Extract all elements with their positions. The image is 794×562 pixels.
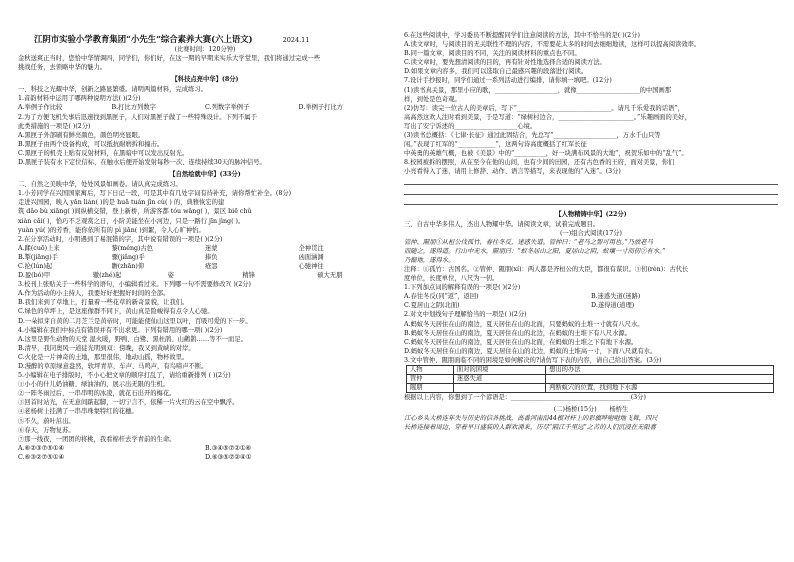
option-line[interactable]: D.蚂蚁冬天居住在山的南边，夏天居住在山的北边，蚂蚁的土堆高一寸，下面八尺就有水。 <box>404 347 657 355</box>
section-title-tech: 【科技点亮中华】(8分) <box>171 76 239 84</box>
table-header: 想出的办法 <box>546 366 774 375</box>
option-line[interactable]: A.作为活动的小主持人，我要好好把握好时间的全部。 <box>18 290 170 298</box>
option-line[interactable]: B.黑匣子由两个设备构成，可以抵抗耐磨拆和撞击。 <box>18 140 164 148</box>
exam-title-text: 江阴市实验小学教育集团“小先生”综合素养大赛(六上语文) <box>34 34 253 44</box>
question-line: 1.音韵材料中运用了哪两种说明方法( )(2分) <box>18 95 141 103</box>
table-row <box>407 384 774 393</box>
sentence-line: ②一阵冬雨过后，一串串明的冰凌，就花石出开的梅花。 <box>18 390 176 398</box>
question-line: 3.校刊上张贴关于一些科学的语句，小编辑看过来。下列哪一句不需要修改?( )(2分) <box>18 281 252 289</box>
option-line[interactable]: B.我们来到了草地上，打量着一些花草的新奇景貌，让我们。 <box>18 299 189 307</box>
fill-line[interactable]: 闲。”表现了红军的“____________”，这两句诗高度概括了红军长征 <box>404 141 587 149</box>
option-b[interactable]: B.迷惑失道(迷路) <box>591 293 641 301</box>
options-row <box>404 292 778 301</box>
option-b[interactable]: B.③④⑤⑦②①⑥ <box>205 444 252 452</box>
option-a[interactable]: A.举例子作比较 <box>18 104 63 112</box>
options-row <box>18 453 392 462</box>
cell: D.盈(bó)甲 <box>18 272 51 280</box>
table-cell: 隰朋 <box>407 384 454 393</box>
option-c[interactable]: C.⑥③②⑦⑤①④ <box>18 453 65 461</box>
cell: 凶面涵渊 <box>298 253 324 261</box>
cell: A.蹂(cuō)上来 <box>18 244 60 252</box>
option-d[interactable]: D.遂得道(道理) <box>591 302 635 310</box>
question-line: 8.校园被拆的摆照，从在至今在他的山间，也有少间的田园，还有古色香的王府，面对美景，你们 <box>404 159 675 167</box>
question-line: 1.下列加点词的解释有误的一项是( )(2分) <box>404 284 521 292</box>
question-line: 二、自然之美映中华，处处风景如画卷。请认真完成练习。 <box>18 181 182 189</box>
options-row <box>18 103 392 112</box>
fill-line[interactable]: (3)读书总概括：《七律·长征》通过此固结合，先总写“____________________，万水千山只等 <box>404 132 661 140</box>
subsection-title: (二)杨桥(15分) 杨桥生 <box>553 406 629 414</box>
option-line[interactable]: B.蚂蚁冬天居住在山的南边，夏天居住在山的北边，在蚂蚁的土堆下有八尺水源。 <box>404 329 632 337</box>
fill-line[interactable]: 样，到处是色奇观。 <box>404 95 461 103</box>
option-line[interactable]: D.黑匣子装有水下定位信标，在触水后便开始发射每秒一次、连续持续30天的脉冲信号。 <box>18 159 266 167</box>
option-line[interactable]: B.清早，我同奥风一道徒光明到双：傍晚，我又到黄峡的对岸。 <box>18 344 195 352</box>
intro-line: 挑战任务，去领略中华的魅力。 <box>18 64 107 72</box>
option-line[interactable]: C.绿色的草坪上，是这座像群不同下，黄山真是险峻得有点令人心驰。 <box>18 308 214 316</box>
table-row <box>407 375 774 384</box>
pinyin-line[interactable]: xiàn cǎi( )，恰巧不乏观赏之日，小阶美能坐在小河边，只是一路行 jīn jìng( )。 <box>18 217 245 225</box>
cell: 瞻(zhān)仰 <box>111 262 145 270</box>
note-line: 注释：①孤竹：古国名。②管仲、隰朋(xí)：两人都是齐桓公的大臣，都很有谋识。③仞(rèn)：古代长 <box>404 265 689 273</box>
fill-line[interactable]: (2)仿写：读完一位古人的美章后，写下“______________________________。请凡千乐爱我的话语”， <box>404 104 684 112</box>
question-line: 3.文中管仲、隰朋面临不同的困境是如何解决的?请仿写下表的内容，请自己给出答案。(3分) <box>404 356 662 364</box>
question-line: 三、自古中华多伟人，杰出人物耀中华。请阅读文章，试着完成题目。 <box>404 220 600 228</box>
table-cell-blank[interactable] <box>546 375 774 384</box>
question-line: 2.为了方便飞机失事后迅速找到黑匣子，人们对黑匣子做了一些特殊设计。下列不属于 <box>18 113 257 121</box>
answer-line[interactable] <box>404 177 778 185</box>
note-line: 度单位，长度单位，八尺为一仞。 <box>404 275 499 283</box>
table-cell: 判断蚁穴的位置，找到地下水源 <box>546 384 774 393</box>
option-line[interactable]: C.读文章时，要先想清阅读的目的，再有针对性地选择合适的阅读方法。 <box>404 59 606 67</box>
option-line[interactable]: A.蚂蚁冬天居住在山的南边，夏天居住在山的北面，只要蚂蚁的土堆一寸就有八尺水。 <box>404 320 644 328</box>
cell: 黎(méng)古色 <box>111 244 154 252</box>
question-line: 2.在分享活动时，小明遇到了易混错的字，其中说有错误的一项是( )(2分) <box>18 235 223 243</box>
option-c[interactable]: C.夏居山之阴(北面) <box>404 302 460 310</box>
cell: 辙(zhé)起 <box>92 272 122 280</box>
cell: 心驰神往 <box>298 262 324 270</box>
cell: 骤(jiǎng)乎 <box>111 253 145 261</box>
fill-line[interactable]: 中英勇的英雄气概，也被《美景》中的“__________，好一块满布风景的大地”，祝贺乐如中的“乱气”。 <box>404 150 688 158</box>
question-line: 一、科技之光耀中华，创新之路显繁盛。请明两篇材料，完成练习。 <box>18 86 207 94</box>
ancient-text-line: 乃掘地，遂得水。 <box>404 256 455 264</box>
option-b[interactable]: B.打比方列数字 <box>111 104 156 112</box>
question-line: 此类措施的一项是( )(2分) <box>18 122 91 130</box>
left-column <box>18 34 392 462</box>
option-line[interactable]: A.这里是野生动物的天堂 湿火暖，野鸭、白鹭、黑杜鹃、山鹳鹊……等不一而足。 <box>18 335 247 343</box>
table-header: 面对的困境 <box>453 366 545 375</box>
intro-line: 金秋送爽正当时，您恰中华情调四，同学们，你们好，在这一期的早期来实乐大学堂里，我们将通过完成一些 <box>18 55 321 63</box>
table-cell-blank[interactable] <box>453 384 545 393</box>
option-line[interactable]: C.黑匣子的机壳上贴有反射材料，在黑暗中可以发出反射光。 <box>18 149 189 157</box>
answer-line[interactable] <box>404 197 778 205</box>
pinyin-line[interactable]: 走进兴国园，映入 yǎn lián( )的是 huā tuán jǐn cù( ) 的，典雅恢宏的建 <box>18 199 225 207</box>
options-row[interactable] <box>18 262 392 271</box>
question-line: 7.设计手抄报时，同学们通过一系列活动进行编排，请你填一填吧。(12分) <box>404 77 612 85</box>
cell: 姿 <box>167 272 174 280</box>
options-row[interactable] <box>18 253 392 262</box>
options-row[interactable] <box>18 271 392 280</box>
options-row[interactable] <box>18 244 392 253</box>
fill-line[interactable]: 根据以上内容，你想到了一个谚语是：______________________________________(3分) <box>404 394 646 401</box>
sentence-line: ⑥春天，万物复苏。 <box>18 426 75 434</box>
ancient-text-line: 管仲、隰朋①从桓公伐孤竹，春往冬反，迷惑失道。管仲曰：“老马之智可用也。”乃放老马 <box>404 238 653 246</box>
option-line[interactable]: B.同一篇文章，阅读目的不同，关注的阅读材料的重点也不同。 <box>404 50 581 58</box>
section-title-people: 【人物精铸中华】(22分) <box>555 210 627 218</box>
option-line[interactable]: C.火化是一片神奇的土地，那里很伟，地动山摇，物杯故里。 <box>18 353 189 361</box>
question-line: 2.对文中划线句子理解恰当的一项是( )(2分) <box>404 311 527 319</box>
pinyin-line[interactable]: 筑 dǎo bù xiāng( )间纵横交错，登上新桥，所游客都 tóu wǎng( )，景区 biē chǔ <box>18 208 252 216</box>
passage-line: 长桥连接着周边，穿着早日盛装的人群欢涌来，历尽“隔江千里远”之苦的人们沉浸在无限喜 <box>404 424 657 432</box>
sentence-line: ⑦那一线夜，一团团的将桃，我看棉杆去学青前的生命。 <box>18 435 176 443</box>
sentence-line: ④老杨树上挂满了一串串珠粲特红的花穗。 <box>18 408 138 416</box>
option-d[interactable]: D.⑥③⑤⑦②④① <box>205 453 252 461</box>
option-line[interactable]: D.一朵拟芽自黄的二月芝兰是黄帝时，可能能使仙山这里以叶，百吸可爱的下一步。 <box>18 317 252 325</box>
option-line[interactable]: A.读文章时，与阅读目的无关联性不理的内容，不需要花太多的时间去细细地读，这样可以提高阅读效率。 <box>404 41 701 49</box>
option-a[interactable]: A.春往冬反(同“返”，返回) <box>404 293 479 301</box>
cell: 硕大无朋 <box>317 272 343 280</box>
sentence-line: ⑤不久，蔚叶茁出。 <box>18 417 75 425</box>
options-row <box>18 444 392 453</box>
option-line[interactable]: A.黑匣子外部刷有鲜亮颜色，颜色明亮显眼。 <box>18 131 145 139</box>
cell: 迷蒙 <box>205 244 218 252</box>
options-row <box>404 301 778 310</box>
answer-line[interactable] <box>404 187 778 195</box>
cell: 捧负 <box>205 253 218 261</box>
option-line[interactable]: D.漫醉的草原绿意盎然，软坪青草，车声、马鸣声，有鸟啼声不断。 <box>18 363 208 370</box>
question-line: 5.小编辑在电子排版时，不小心把文章的顺序打乱了，请给重新排列 ( )(2分) <box>18 372 231 380</box>
cell: B.掣(jiāng)手 <box>18 253 58 261</box>
pinyin-line[interactable]: yuàn yú( )的芳香，能你依所有的 pì jiǎn( )到絮，令人心旷神怡。 <box>18 226 205 234</box>
fill-line[interactable]: (1)读书真关景，那里小应的歌，____________________，就像____________________的中国画那 <box>404 86 672 94</box>
option-c[interactable]: C.列数字举例子 <box>205 104 250 112</box>
table-cell: 管仲 <box>407 375 454 384</box>
option-line[interactable]: D.如果文章内容多，我们可以选取自己最感兴趣的段落进行阅读。 <box>404 68 588 76</box>
exam-time: (比赛时间：120分钟) <box>174 46 236 53</box>
question-line: 小亮看得入了迷，请用上修辞、动作、语言等描写，来表现他的“入迷”。(3分) <box>404 168 621 176</box>
table-cell: 迷惑失道 <box>453 375 545 384</box>
sentence-line: ③回首时站光，在无意间踮起脚，一切宁言不，依稀一片火红的云在空中飘浮。 <box>18 399 239 407</box>
cell: C.抡(lún)起 <box>18 262 53 270</box>
right-column <box>404 31 778 432</box>
exam-title <box>34 34 392 45</box>
cell: 精锋 <box>242 272 255 280</box>
fill-line[interactable]: 写出了安宁诉述的____________________心境。 <box>404 122 537 130</box>
ancient-text-line: 而随之，遂得道。行山中无水，隰朋曰：“蚁冬居山之阳，夏居山之阴，蚁壤一寸而仞②有水。” <box>404 247 666 255</box>
answer-table <box>406 365 774 393</box>
question-line: 4.小编辑在我们中标点有错误并有不出求更。下列有错用的哪一项( )(2分) <box>18 326 223 334</box>
exam-year: 2024.11 <box>282 36 310 44</box>
question-line: 6.在这些阅读中，学习委员不断提醒同学们注意阅读的方法，其中不恰当的是( )(2分) <box>404 32 640 39</box>
option-a[interactable]: A.⑥②③⑦⑤①④ <box>18 444 65 452</box>
table-header: 人物 <box>407 366 454 375</box>
fill-line[interactable]: 高高然这欢人注时看到美景，于是写道：“绿树村边合，________________________。”乐趣画面的美好， <box>404 113 691 121</box>
subsection-title: (一)组合式阅读(17分) <box>560 229 622 237</box>
question-line: 1.小芳同学在兴国国家寓后，写下日记一段，可是其中有几处字词有待补充，请你帮忙补全。(8分) <box>18 190 292 198</box>
option-d[interactable]: D.举例子打比方 <box>298 104 344 112</box>
cell: 疮怨 <box>205 262 218 270</box>
section-title-nature: 【自然绘就中华】(33分) <box>169 171 241 179</box>
cell: 全神贯注 <box>298 244 324 252</box>
option-line[interactable]: C.蚂蚁冬天居住在山的南边，夏天居住在山的北面，在蚂蚁的土堆之下有地下水源。 <box>404 338 638 346</box>
passage-line: 江心乡头大桥连年失与历史的信各挑战，高番河南沿44根对杆上的彩旗哗啦啦地飞舞，四尺 <box>404 415 658 423</box>
sentence-line: ①小小的什儿奶油糖、绿油油的，展示出无限的生机。 <box>18 381 170 389</box>
table-header-row <box>407 366 774 375</box>
